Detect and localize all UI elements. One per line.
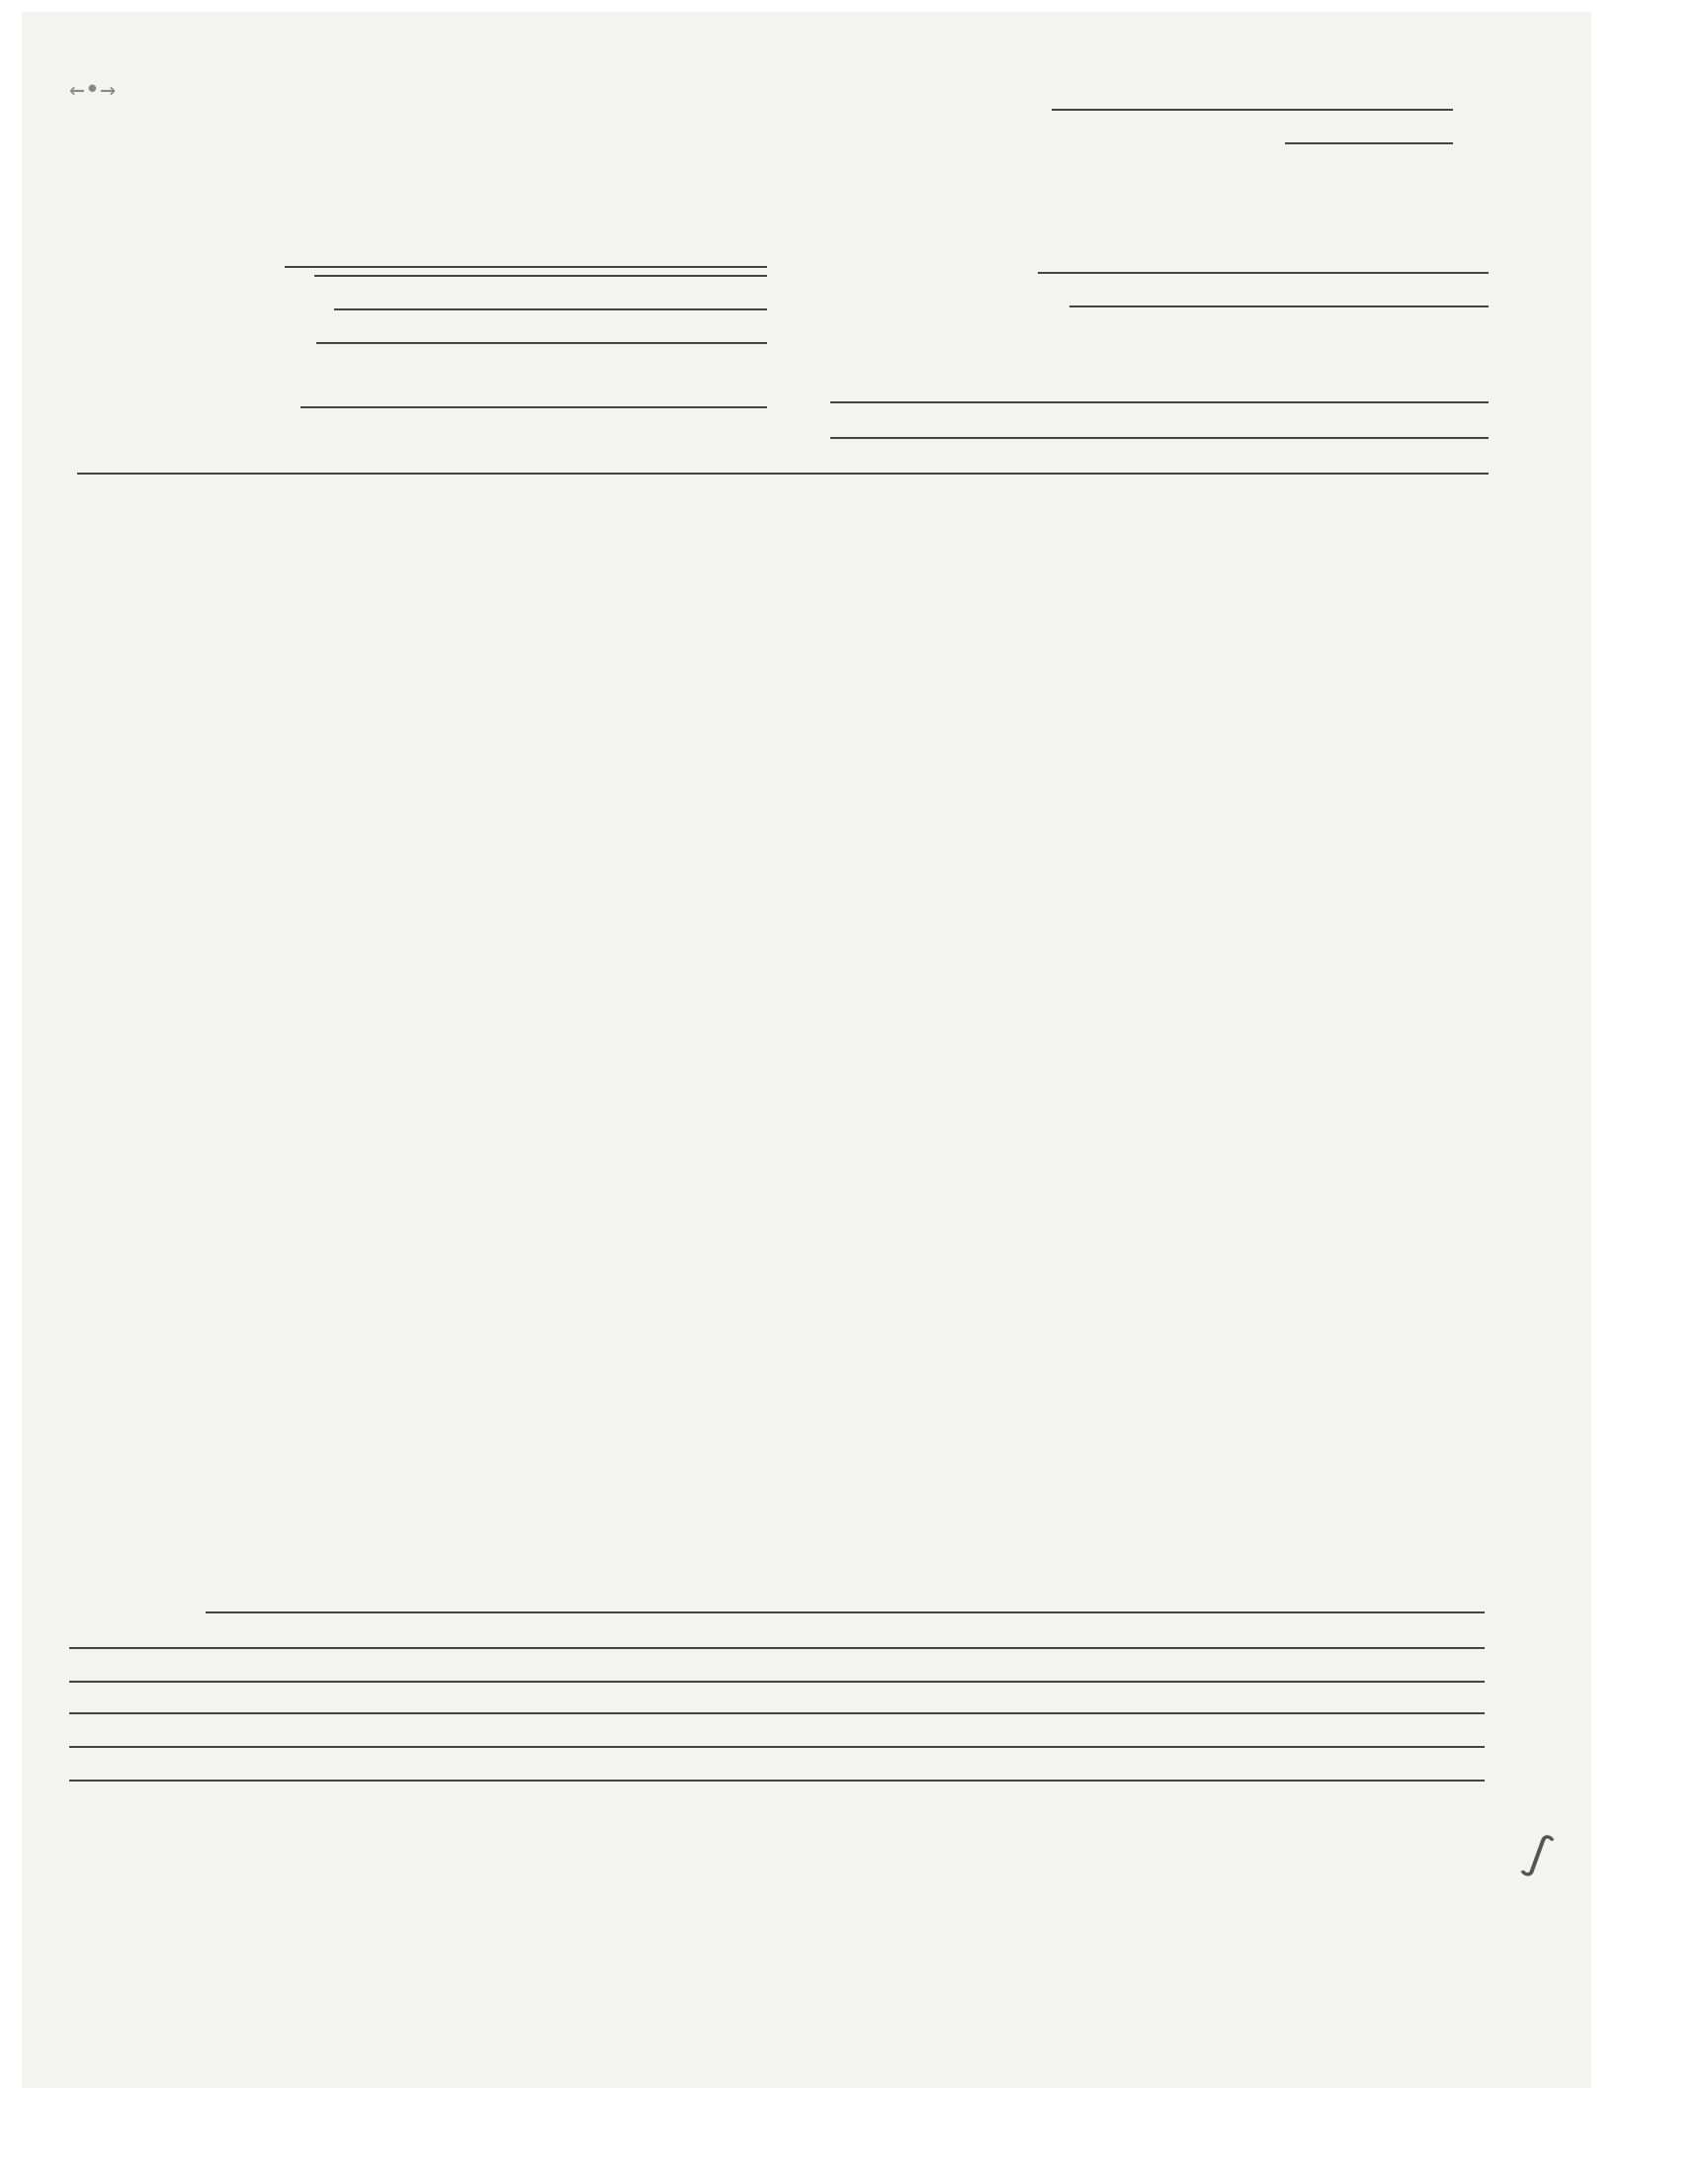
request-rule (830, 401, 1489, 403)
table-top-rule (77, 473, 1489, 475)
check-mark-icon: ∫ (1516, 1828, 1559, 1884)
submitted-by-field (300, 376, 767, 408)
remarks-rule (69, 1780, 1485, 1782)
date-reported-field (1069, 275, 1489, 307)
proj-field (1052, 107, 1453, 111)
arrow-mark-icon: ←•→ (69, 75, 116, 105)
remarks-rule (69, 1746, 1485, 1748)
remarks-rule (206, 1611, 1485, 1613)
sample-source-field (314, 275, 767, 277)
remarks-rule (69, 1681, 1485, 1683)
remarks-rule (69, 1647, 1485, 1649)
report-page (22, 12, 1591, 2088)
reported-by-field (1038, 241, 1489, 274)
date-received-field (316, 342, 767, 344)
request-rule (830, 437, 1489, 439)
remarks-rule (69, 1712, 1485, 1714)
petro-no-field (1285, 140, 1453, 144)
sample-numbers-field (334, 308, 767, 310)
report-to-field (285, 235, 767, 268)
